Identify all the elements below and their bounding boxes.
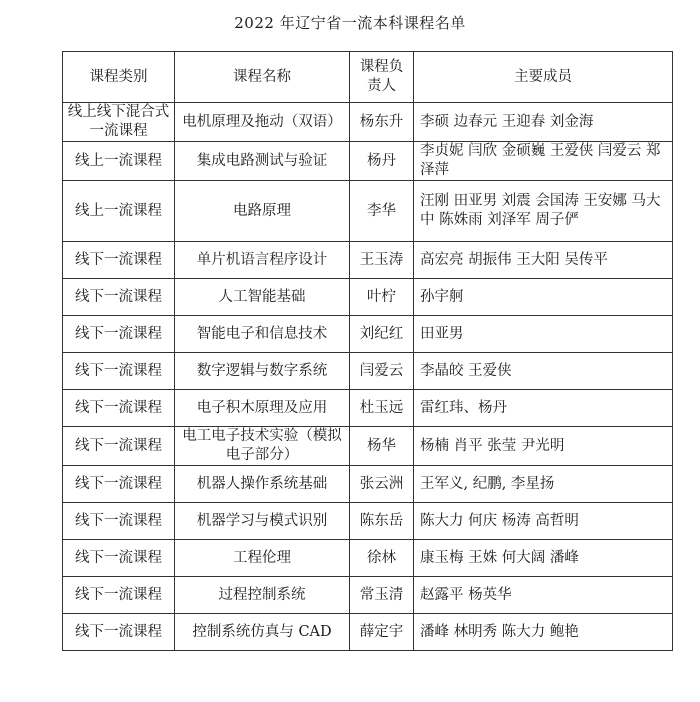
cell-course-name: 电机原理及拖动（双语） bbox=[175, 103, 350, 142]
table-row bbox=[63, 466, 673, 503]
table-row bbox=[63, 142, 673, 181]
cell-category: 线下一流课程 bbox=[63, 503, 175, 540]
table-row bbox=[63, 103, 673, 142]
cell-leader: 薛定宇 bbox=[350, 614, 414, 651]
cell-category: 线上一流课程 bbox=[63, 142, 175, 181]
cell-members: 高宏亮 胡振伟 王大阳 吴传平 bbox=[414, 242, 673, 279]
cell-course-name: 数字逻辑与数字系统 bbox=[175, 353, 350, 390]
cell-members: 李贞妮 闫欣 金硕巍 王爱侠 闫爱云 郑泽萍 bbox=[414, 142, 673, 181]
page-title: 2022 年辽宁省一流本科课程名单 bbox=[234, 14, 466, 32]
cell-members: 赵露平 杨英华 bbox=[414, 577, 673, 614]
cell-course-name: 智能电子和信息技术 bbox=[175, 316, 350, 353]
cell-leader: 叶柠 bbox=[350, 279, 414, 316]
cell-course-name: 电工电子技术实验（模拟电子部分） bbox=[175, 427, 350, 466]
cell-category: 线下一流课程 bbox=[63, 540, 175, 577]
table-row bbox=[63, 316, 673, 353]
cell-leader: 杨华 bbox=[350, 427, 414, 466]
cell-members: 潘峰 林明秀 陈大力 鲍艳 bbox=[414, 614, 673, 651]
cell-members: 田亚男 bbox=[414, 316, 673, 353]
cell-leader: 杨丹 bbox=[350, 142, 414, 181]
cell-course-name: 机器学习与模式识别 bbox=[175, 503, 350, 540]
cell-leader: 杜玉远 bbox=[350, 390, 414, 427]
header-leader: 课程负责人 bbox=[350, 52, 414, 103]
table-row bbox=[63, 242, 673, 279]
course-table bbox=[62, 51, 673, 651]
cell-leader: 张云洲 bbox=[350, 466, 414, 503]
cell-category: 线下一流课程 bbox=[63, 316, 175, 353]
cell-members: 孙宇舸 bbox=[414, 279, 673, 316]
cell-leader: 杨东升 bbox=[350, 103, 414, 142]
table-row bbox=[63, 540, 673, 577]
cell-course-name: 电路原理 bbox=[175, 181, 350, 242]
cell-category: 线下一流课程 bbox=[63, 577, 175, 614]
cell-course-name: 过程控制系统 bbox=[175, 577, 350, 614]
cell-course-name: 人工智能基础 bbox=[175, 279, 350, 316]
cell-leader: 李华 bbox=[350, 181, 414, 242]
table-row bbox=[63, 181, 673, 242]
header-course-name: 课程名称 bbox=[175, 52, 350, 103]
cell-category: 线上线下混合式一流课程 bbox=[63, 103, 175, 142]
table-row bbox=[63, 614, 673, 651]
cell-members: 陈大力 何庆 杨涛 高哲明 bbox=[414, 503, 673, 540]
cell-leader: 陈东岳 bbox=[350, 503, 414, 540]
cell-course-name: 电子积木原理及应用 bbox=[175, 390, 350, 427]
cell-category: 线下一流课程 bbox=[63, 242, 175, 279]
cell-leader: 常玉清 bbox=[350, 577, 414, 614]
cell-leader: 刘纪红 bbox=[350, 316, 414, 353]
cell-members: 王军义, 纪鹏, 李星扬 bbox=[414, 466, 673, 503]
table-row bbox=[63, 427, 673, 466]
cell-course-name: 机器人操作系统基础 bbox=[175, 466, 350, 503]
cell-category: 线下一流课程 bbox=[63, 279, 175, 316]
cell-course-name: 单片机语言程序设计 bbox=[175, 242, 350, 279]
header-members: 主要成员 bbox=[414, 52, 673, 103]
cell-course-name: 集成电路测试与验证 bbox=[175, 142, 350, 181]
cell-leader: 徐林 bbox=[350, 540, 414, 577]
cell-members: 李晶皎 王爱侠 bbox=[414, 353, 673, 390]
cell-course-name: 工程伦理 bbox=[175, 540, 350, 577]
header-category: 课程类别 bbox=[63, 52, 175, 103]
cell-category: 线下一流课程 bbox=[63, 390, 175, 427]
cell-members: 汪刚 田亚男 刘震 会国涛 王安娜 马大中 陈姝雨 刘泽军 周子俨 bbox=[414, 181, 673, 242]
table-row bbox=[63, 577, 673, 614]
cell-members: 雷红玮、杨丹 bbox=[414, 390, 673, 427]
table-row bbox=[63, 279, 673, 316]
table-row bbox=[63, 390, 673, 427]
table-row bbox=[63, 353, 673, 390]
table-row bbox=[63, 503, 673, 540]
cell-members: 李硕 边春元 王迎春 刘金海 bbox=[414, 103, 673, 142]
cell-category: 线下一流课程 bbox=[63, 466, 175, 503]
cell-category: 线下一流课程 bbox=[63, 427, 175, 466]
cell-category: 线下一流课程 bbox=[63, 353, 175, 390]
cell-leader: 王玉涛 bbox=[350, 242, 414, 279]
cell-category: 线下一流课程 bbox=[63, 614, 175, 651]
cell-leader: 闫爱云 bbox=[350, 353, 414, 390]
table-header-row bbox=[63, 52, 673, 103]
cell-category: 线上一流课程 bbox=[63, 181, 175, 242]
cell-members: 杨楠 肖平 张莹 尹光明 bbox=[414, 427, 673, 466]
cell-course-name: 控制系统仿真与 CAD bbox=[175, 614, 350, 651]
cell-members: 康玉梅 王姝 何大阔 潘峰 bbox=[414, 540, 673, 577]
